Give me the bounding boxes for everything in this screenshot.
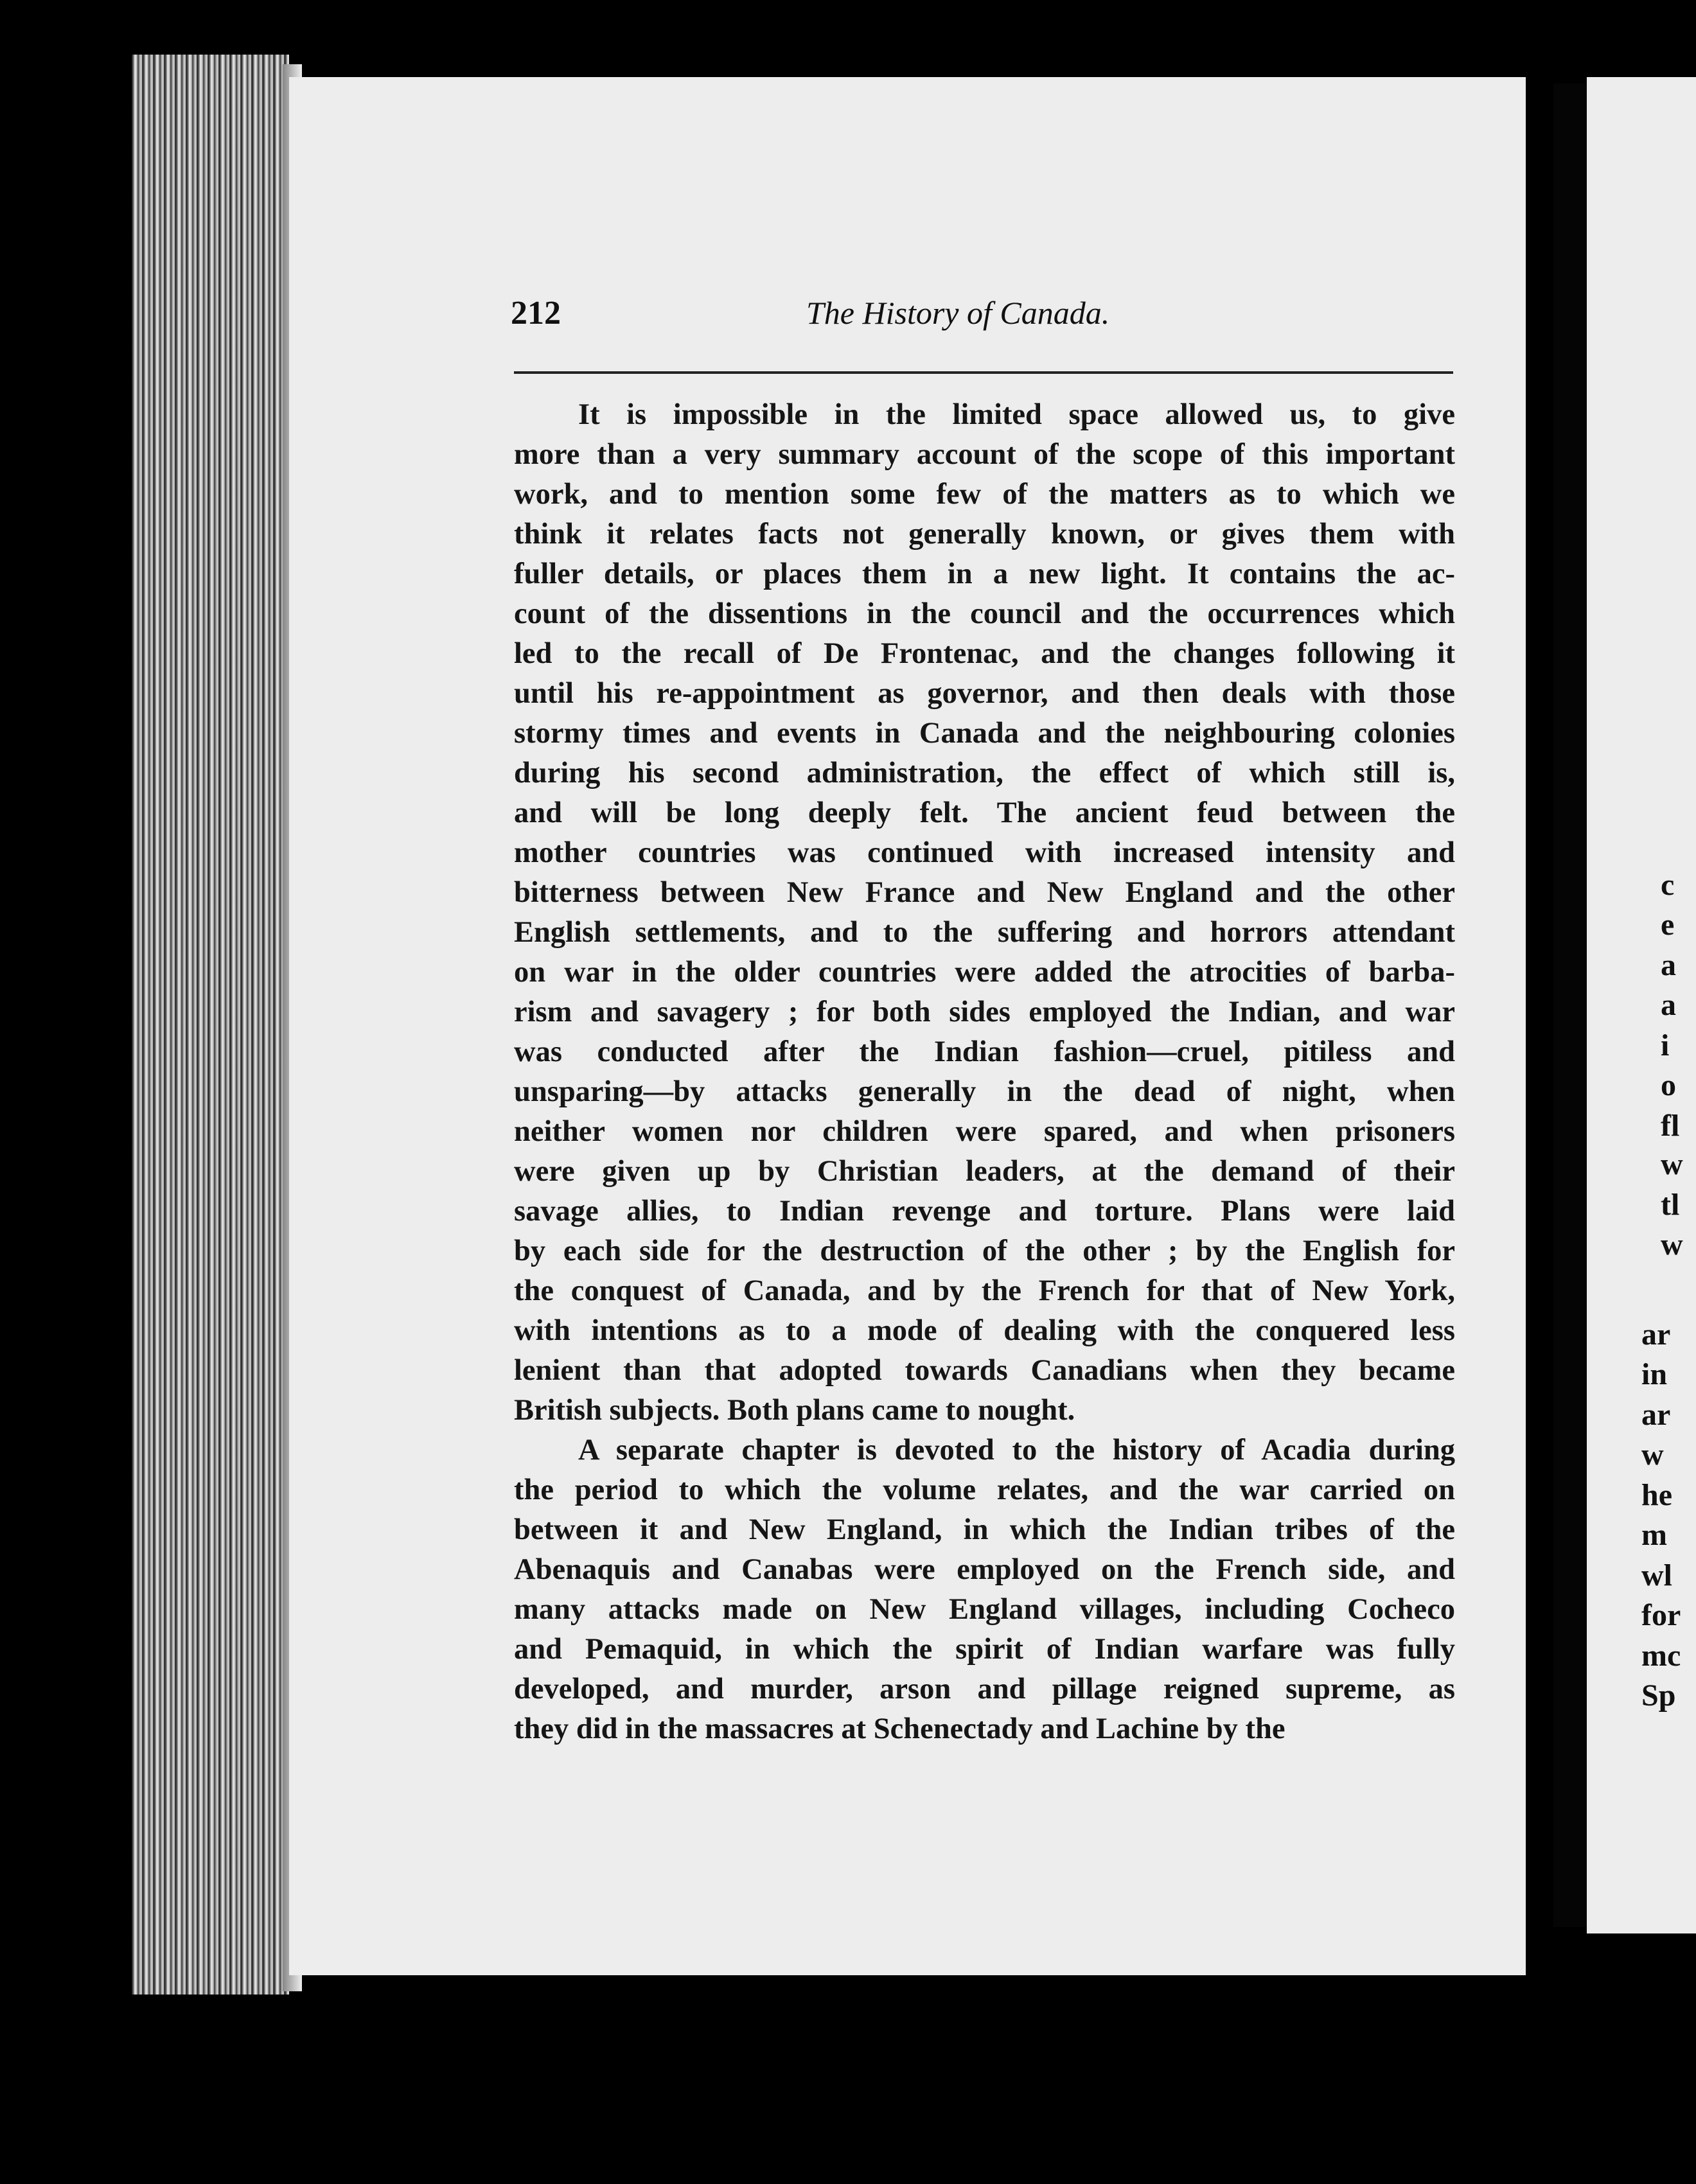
text-line: until his re-appointment as governor, and then deals with those: [514, 677, 1455, 710]
facing-page-fragment: Sp: [1641, 1678, 1676, 1713]
facing-page-fragment: w: [1641, 1438, 1664, 1472]
facing-page-fragment: fl: [1661, 1109, 1680, 1143]
facing-page-fragment: a: [1661, 988, 1676, 1022]
paragraph: [514, 395, 1455, 1431]
facing-page-fragment: he: [1641, 1478, 1672, 1512]
text-line: with intentions as to a mode of dealing with the conquered less: [514, 1314, 1455, 1347]
text-line: and Pemaquid, in which the spirit of Indian warfare was fully: [514, 1633, 1455, 1666]
text-line: the conquest of Canada, and by the French for that of New York,: [514, 1274, 1455, 1307]
text-line: developed, and murder, arson and pillage reigned supreme, as: [514, 1673, 1455, 1705]
facing-page: [1587, 77, 1696, 1933]
text-line: unsparing—by attacks generally in the dead of night, when: [514, 1075, 1455, 1108]
text-line: led to the recall of De Frontenac, and the changes following it: [514, 637, 1455, 670]
facing-page-fragment: mc: [1641, 1639, 1681, 1673]
text-line: neither women nor children were spared, and when prisoners: [514, 1115, 1455, 1148]
text-line: rism and savagery ; for both sides employed the Indian, and war: [514, 996, 1455, 1028]
facing-page-fragment: w: [1661, 1228, 1683, 1262]
text-line: and will be long deeply felt. The ancient feud between the: [514, 797, 1455, 829]
running-title: The History of Canada.: [806, 295, 1110, 331]
text-line: Abenaquis and Canabas were employed on the French side, and: [514, 1553, 1455, 1586]
text-line: savage allies, to Indian revenge and torture. Plans were laid: [514, 1195, 1455, 1228]
text-line: count of the dissentions in the council and the occurrences which: [514, 597, 1455, 630]
facing-page-fragment: wl: [1641, 1558, 1672, 1592]
facing-page-fragment: in: [1641, 1357, 1668, 1391]
facing-page-fragment: for: [1641, 1598, 1681, 1632]
page-header: [511, 294, 1455, 339]
facing-page-fragment: w: [1661, 1147, 1683, 1181]
facing-page-fragment: e: [1661, 908, 1675, 942]
paragraph: [514, 1431, 1455, 1749]
facing-page-fragment: a: [1661, 948, 1676, 982]
text-line: they did in the massacres at Schenectady and Lachine by the: [514, 1713, 1285, 1745]
text-line: lenient than that adopted towards Canadians when they became: [514, 1354, 1455, 1387]
text-line: stormy times and events in Canada and the neighbouring colonies: [514, 717, 1455, 750]
text-line: British subjects. Both plans came to nought.: [514, 1394, 1075, 1427]
facing-page-fragment: i: [1661, 1028, 1670, 1062]
text-line: by each side for the destruction of the other ; by the English for: [514, 1235, 1455, 1267]
text-line: more than a very summary account of the scope of this important: [514, 438, 1455, 471]
facing-page-fragment: ar: [1641, 1317, 1671, 1352]
text-line: It is impossible in the limited space allowed us, to give: [578, 398, 1455, 431]
text-line: between it and New England, in which the Indian tribes of the: [514, 1513, 1455, 1546]
text-line: fuller details, or places them in a new light. It contains the ac-: [514, 558, 1455, 590]
text-line: bitterness between New France and New England and the other: [514, 876, 1455, 909]
facing-page-fragment: tl: [1661, 1188, 1680, 1222]
facing-page-fragment: c: [1661, 868, 1675, 902]
facing-page-fragment: m: [1641, 1518, 1667, 1552]
text-line: was conducted after the Indian fashion—cruel, pitiless and: [514, 1035, 1455, 1068]
page-number: 212: [511, 295, 561, 331]
text-line: on war in the older countries were added the atrocities of barba-: [514, 956, 1455, 989]
facing-page-gap: [1553, 84, 1587, 1927]
header-rule: [514, 371, 1453, 374]
text-line: the period to which the volume relates, and the war carried on: [514, 1474, 1455, 1506]
facing-page-fragment: ar: [1641, 1398, 1671, 1432]
book-page-edges: [132, 55, 289, 1995]
facing-page-fragment: o: [1661, 1068, 1676, 1102]
text-line: mother countries was continued with increased intensity and: [514, 836, 1455, 869]
text-line: think it relates facts not generally known, or gives them with: [514, 518, 1455, 550]
text-line: English settlements, and to the suffering and horrors attendant: [514, 916, 1455, 949]
text-line: many attacks made on New England villages, including Cocheco: [514, 1593, 1455, 1626]
text-line: were given up by Christian leaders, at the demand of their: [514, 1155, 1455, 1188]
body-text: [514, 395, 1455, 1749]
text-line: during his second administration, the effect of which still is,: [514, 757, 1455, 789]
text-line: A separate chapter is devoted to the history of Acadia during: [578, 1434, 1455, 1466]
text-line: work, and to mention some few of the matters as to which we: [514, 478, 1455, 511]
